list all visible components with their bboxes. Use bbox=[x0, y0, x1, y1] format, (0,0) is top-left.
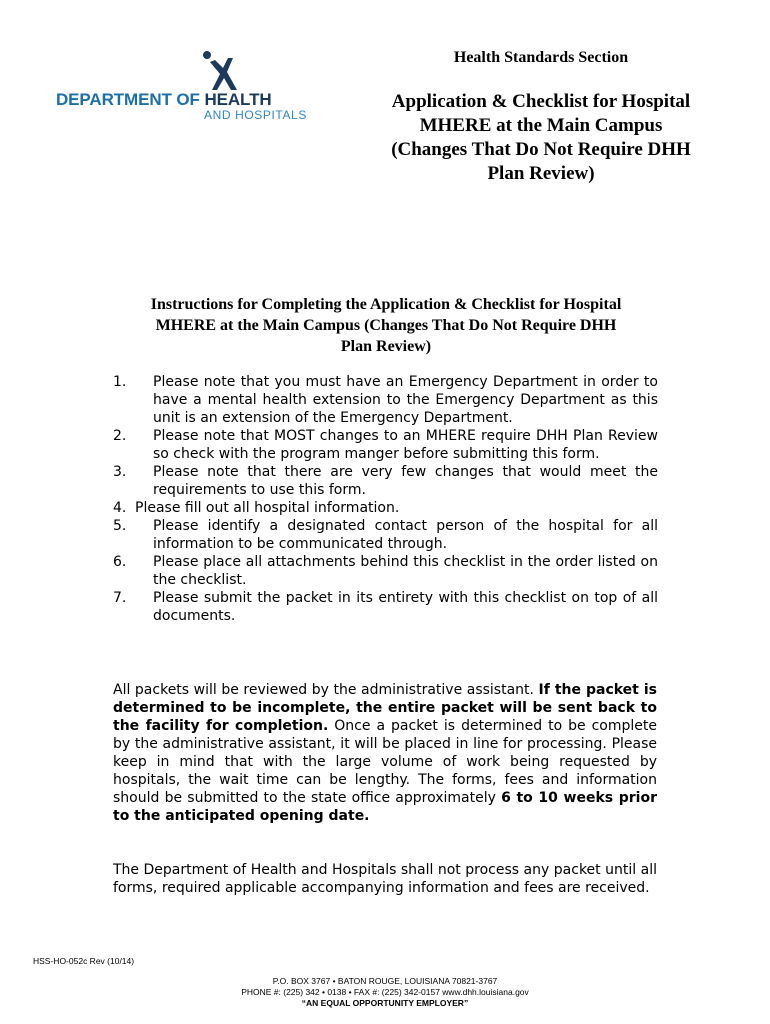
step-text: Please submit the packet in its entirety with this checklist on top of all documents. bbox=[153, 590, 658, 624]
review-paragraph: All packets will be reviewed by the administrative assistant. If the packet is determined to be incomplete, the entire packet will be sent back to the facility for completion. Once a packet is determined to be complete by the administrative assistant, it will be placed in line for processing. Please keep in mind that with the large volume of work being requested by hospitals, the wait time can be lengthy. The forms, fees and information should be submitted to the state office approximately 6 to 10 weeks prior to the anticipated opening date. bbox=[113, 682, 658, 824]
title-line: (Changes That Do Not Require DHH bbox=[391, 139, 691, 160]
logo-text-department: DEPARTMENT OF HEALTH bbox=[56, 90, 272, 109]
logo-text-hospitals: AND HOSPITALS bbox=[204, 108, 307, 122]
step-number: 1. bbox=[113, 374, 127, 390]
list-item bbox=[112, 499, 658, 517]
step-text: Please fill out all hospital information. bbox=[135, 500, 400, 516]
heading-line: Plan Review) bbox=[340, 338, 432, 355]
instructions-heading bbox=[112, 294, 660, 357]
list-item bbox=[112, 373, 658, 427]
title-line: Application & Checklist for Hospital bbox=[391, 91, 691, 112]
person-figure-icon bbox=[196, 50, 244, 94]
footer-contact: PHONE #: (225) 342 • 0138 • FAX #: (225) 342-0157 www.dhh.louisiana.gov bbox=[241, 987, 529, 997]
step-text: Please identify a designated contact person of the hospital for all information to be communicated through. bbox=[153, 518, 658, 552]
document-title bbox=[366, 90, 716, 186]
list-item bbox=[112, 553, 658, 589]
title-line: MHERE at the Main Campus bbox=[419, 115, 663, 136]
heading-line: Instructions for Completing the Application & Checklist for Hospital bbox=[150, 296, 622, 313]
title-line: Plan Review) bbox=[487, 163, 595, 184]
page-footer bbox=[200, 976, 570, 1009]
form-code: HSS-HO-052c Rev (10/14) bbox=[33, 956, 135, 966]
step-number: 3. bbox=[113, 464, 127, 480]
instruction-list bbox=[112, 373, 658, 625]
timing-note: 6 to 10 weeks prior to the anticipated opening date. bbox=[113, 790, 657, 824]
list-item bbox=[112, 589, 658, 625]
list-item bbox=[112, 427, 658, 463]
list-item bbox=[112, 463, 658, 499]
step-number: 2. bbox=[113, 428, 127, 444]
incomplete-warning: If the packet is determined to be incomplete, the entire packet will be sent back to the facility for completion. bbox=[113, 682, 657, 734]
step-text: Please note that you must have an Emergency Department in order to have a mental health extension to the Emergency Department as this unit is an extension of the Emergency Department. bbox=[153, 374, 658, 426]
step-number: 4. bbox=[113, 500, 127, 516]
section-label: Health Standards Section bbox=[453, 49, 629, 66]
dhh-logo bbox=[56, 50, 316, 125]
step-number: 7. bbox=[113, 590, 127, 606]
processing-paragraph: The Department of Health and Hospitals shall not process any packet until all forms, required applicable accompanying information and fees are received. bbox=[113, 862, 657, 896]
list-item bbox=[112, 517, 658, 553]
step-text: Please place all attachments behind this checklist in the order listed on the checklist. bbox=[153, 554, 658, 588]
step-number: 6. bbox=[113, 554, 127, 570]
step-text: Please note that MOST changes to an MHERE require DHH Plan Review so check with the program manger before submitting this form. bbox=[153, 428, 658, 462]
step-number: 5. bbox=[113, 518, 127, 534]
heading-line: MHERE at the Main Campus (Changes That Do Not Require DHH bbox=[155, 317, 617, 334]
footer-address: P.O. BOX 3767 • BATON ROUGE, LOUISIANA 70821-3767 bbox=[272, 976, 498, 986]
step-text: Please note that there are very few changes that would meet the requirements to use this form. bbox=[153, 464, 658, 498]
footer-employer: “AN EQUAL OPPORTUNITY EMPLOYER” bbox=[301, 998, 469, 1008]
